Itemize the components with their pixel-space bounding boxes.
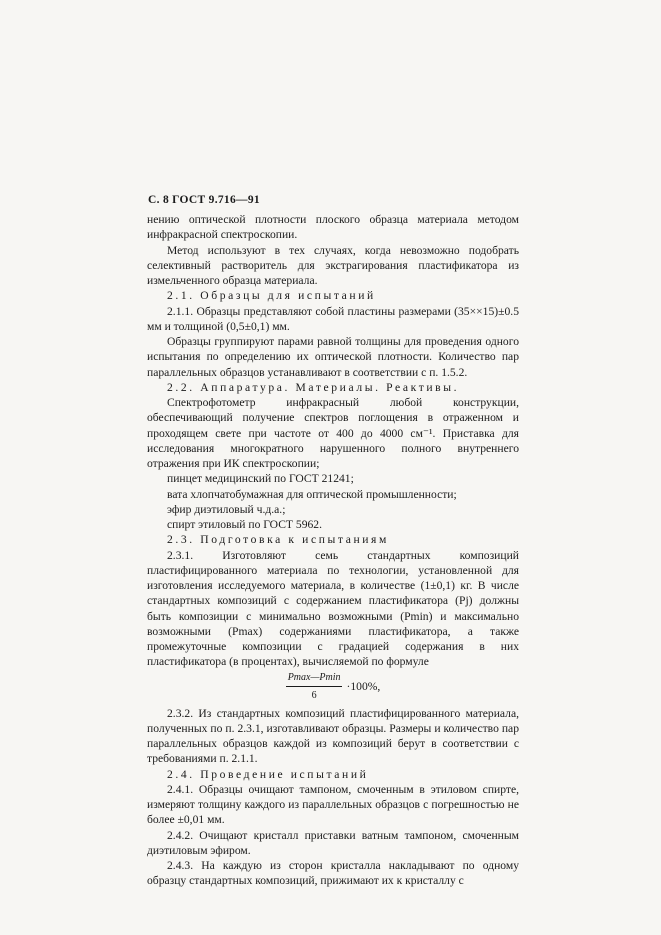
paragraph-2-4-3: 2.4.3. На каждую из сторон кристалла накладывают по одному образцу стандартных композиций, прижимают их к кристаллу с — [147, 859, 519, 888]
materials-list — [147, 471, 519, 532]
section-heading-2-1: 2.1. Образцы для испытаний — [167, 289, 376, 303]
formula-numerator: Pmax—Pmin — [286, 670, 343, 686]
paragraph-intro-continued: нению оптической плотности плоского образца материала методом инфракрасной спектроскопии. — [147, 213, 519, 242]
paragraph-2-2: Спектрофотометр инфракрасный любой конструкции, обеспечивающий получение спектров поглощения в отраженном и проходящем свете при частоте от 400 до 4000 см⁻¹. Приставка для исследования многократного нарушенного полного внутреннего отражения при ИК спектроскопии; — [147, 396, 519, 470]
section-heading-2-2: 2.2. Аппаратура. Материалы. Реактивы. — [167, 380, 460, 394]
formula-denominator: 6 — [311, 689, 317, 701]
materials-list-item: спирт этиловый по ГОСТ 5962. — [167, 518, 322, 531]
page-header: С. 8 ГОСТ 9.716—91 — [148, 194, 260, 206]
formula — [147, 670, 519, 704]
paragraph-2-4-2: 2.4.2. Очищают кристалл приставки ватным тампоном, смоченным диэтиловым эфиром. — [147, 828, 519, 857]
materials-list-item: эфир диэтиловый ч.д.а.; — [167, 502, 286, 516]
document-body — [147, 212, 519, 889]
materials-list-item: вата хлопчатобумажная для оптической промышленности; — [167, 487, 457, 501]
section-heading-2-3: 2.3. Подготовка к испытаниям — [167, 533, 389, 547]
paragraph-2-3-2: 2.3.2. Из стандартных композиций пластифицированного материала, полученных по п. 2.3.1, изготавливают образцы. Размеры и количество пар параллельных образцов каждой из композиций берут в соответствии с требованиями п. 2.1.1. — [147, 706, 519, 766]
materials-list-item: пинцет медицинский по ГОСТ 21241; — [167, 472, 354, 486]
formula-fraction — [286, 670, 343, 703]
paragraph-2-4-1: 2.4.1. Образцы очищают тампоном, смоченным в этиловом спирте, измеряют толщину каждого из параллельных образцов с погрешностью не более ±0,01 мм. — [147, 782, 519, 827]
section-heading-2-4: 2.4. Проведение испытаний — [167, 767, 369, 781]
paragraph-method: Метод используют в тех случаях, когда невозможно подобрать селективный растворитель для экстрагирования пластификатора из измельченного образца материала. — [147, 243, 519, 287]
paragraph-2-1-2: Образцы группируют парами равной толщины для проведения одного испытания по определению их оптической плотности. Количество пар параллельных образцов устанавливают в соответствии с п. 1.5.2. — [147, 335, 519, 379]
paragraph-2-3-1: 2.3.1. Изготовляют семь стандартных композиций пластифицированного материала по технологии, установленной для изготовления исследуемого материала, в количестве (1±0,1) кг. В числе стандартных композиций с содержанием пластификатора (Pj) должны быть композиции с минимально возможными (Pmin) и максимально возможными (Pmax) содержаниями пластификатора, а также промежуточные композиции с градацией содержания в них пластификатора (в процентах), вычисляемой по формуле — [147, 548, 519, 669]
paragraph-2-1-1: 2.1.1. Образцы представляют собой пластины размерами (35××15)±0.5 мм и толщиной (0,5±0,1) мм. — [147, 304, 519, 333]
formula-multiplier: ·100%, — [346, 679, 381, 693]
